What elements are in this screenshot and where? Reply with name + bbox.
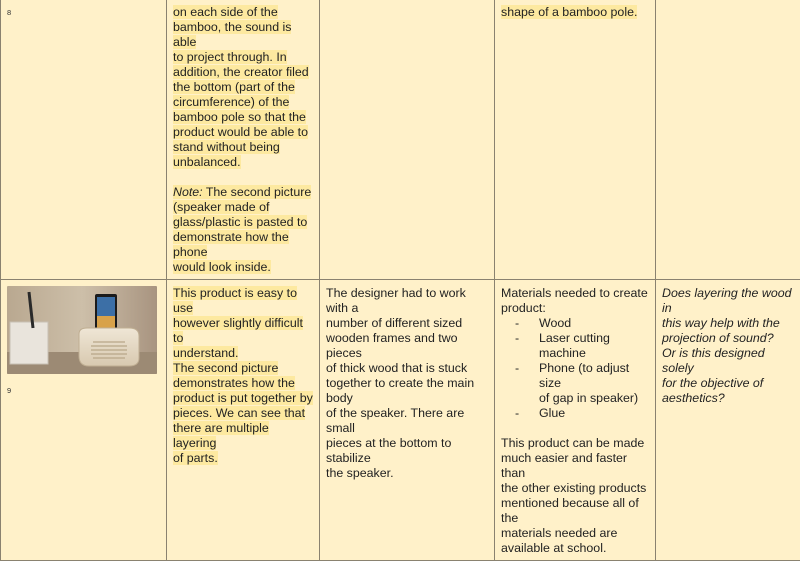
text-line: of parts.	[173, 451, 218, 465]
questions-text	[662, 286, 794, 406]
text-line: of thick wood that is stuck	[326, 361, 467, 375]
text-line: demonstrate how the phone	[173, 230, 289, 259]
text-line: there are multiple layering	[173, 421, 269, 450]
materials-text: shape of a bamboo pole.	[501, 5, 637, 19]
speaker-product-photo	[7, 286, 157, 374]
text-line: The designer had to work with a	[326, 286, 466, 315]
text-line: aesthetics?	[662, 391, 725, 405]
list-item: - Glue	[501, 406, 649, 421]
text-line: to project through. In	[173, 50, 287, 64]
text-line: Or is this designed solely	[662, 346, 765, 375]
list-item: - Laser cutting machine	[501, 331, 649, 361]
text-line: The second picture	[203, 185, 312, 199]
description-cell	[167, 280, 320, 561]
text-line: this way help with the	[662, 316, 780, 330]
text-line: (speaker made of	[173, 200, 269, 214]
text-line: Materials needed to create	[501, 286, 648, 300]
text-line: pieces. We can see that	[173, 406, 305, 420]
text-line: much easier and faster than	[501, 451, 627, 480]
text-line: product is put together by	[173, 391, 313, 405]
text-line: together to create the main body	[326, 376, 474, 405]
questions-cell	[656, 280, 800, 561]
text-line: the bottom (part of the	[173, 80, 295, 94]
text-line: product:	[501, 301, 546, 315]
text-line: projection of sound?	[662, 331, 774, 345]
text-line: materials needed are	[501, 526, 617, 540]
text-line: of the speaker. There are small	[326, 406, 464, 435]
text-line: circumference) of the	[173, 95, 289, 109]
text-line: glass/plastic is pasted to	[173, 215, 307, 229]
text-line: available at school.	[501, 541, 606, 555]
row-number: 9	[7, 383, 160, 398]
materials-intro	[501, 286, 649, 316]
materials-cell	[495, 0, 656, 280]
row-number: 8	[7, 5, 160, 20]
list-item: - Wood	[501, 316, 649, 331]
construction-text	[326, 286, 488, 481]
text-line: the speaker.	[326, 466, 394, 480]
text-line: number of different sized	[326, 316, 462, 330]
materials-cell	[495, 280, 656, 561]
list-item: - Phone (to adjust size of gap in speaker)	[501, 361, 649, 406]
text-line: unbalanced.	[173, 155, 241, 169]
materials-list	[501, 316, 649, 421]
text-line: on each side of the	[173, 5, 278, 19]
text-line: bamboo pole so that the	[173, 110, 306, 124]
image-cell	[1, 0, 167, 280]
text-line: for the objective of	[662, 376, 763, 390]
text-line: This product is easy to use	[173, 286, 297, 315]
text-line: bamboo, the sound is able	[173, 20, 291, 49]
description-text	[173, 5, 313, 170]
materials-outro	[501, 436, 649, 556]
text-line: The second picture	[173, 361, 278, 375]
note-label: Note:	[173, 185, 203, 199]
image-cell	[1, 280, 167, 561]
text-line: product would be able to	[173, 125, 308, 139]
text-line: demonstrates how the	[173, 376, 295, 390]
text-line: This product can be made	[501, 436, 644, 450]
text-line: mentioned because all of the	[501, 496, 639, 525]
text-line: pieces at the bottom to stabilize	[326, 436, 451, 465]
text-line: would look inside.	[173, 260, 271, 274]
construction-cell	[320, 0, 495, 280]
text-line: however slightly difficult to	[173, 316, 303, 345]
text-line: addition, the creator filed	[173, 65, 309, 79]
text-line: wooden frames and two pieces	[326, 331, 458, 360]
text-line: Does layering the wood in	[662, 286, 792, 315]
description-cell	[167, 0, 320, 280]
note-text	[173, 185, 313, 275]
description-text	[173, 286, 313, 466]
text-line: understand.	[173, 346, 238, 360]
table-row	[1, 280, 800, 561]
construction-cell	[320, 280, 495, 561]
text-line: stand without being	[173, 140, 280, 154]
text-line: the other existing products	[501, 481, 646, 495]
questions-cell	[656, 0, 800, 280]
table-row	[1, 0, 800, 280]
